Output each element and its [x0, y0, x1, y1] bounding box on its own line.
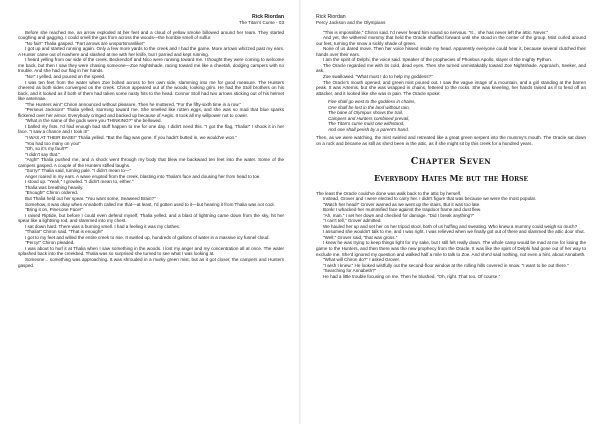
- paragraph: "This is impossible," Chiron said. I'd never heard him sound so nervous. "It... she has never left the attic. Never.": [323, 29, 549, 35]
- paragraph: "Watch her head!" Grover warned as we went up the stairs. But it was too late.: [323, 201, 481, 207]
- paragraph: None of us dared move. Then her voice hissed inside my head. Apparently everyone could hear it, because several clutched their hands over their ears.: [316, 46, 586, 57]
- verse-line: The bane of Olympus shows the trail,: [328, 110, 404, 116]
- verse-line: The Titan's curse must one withstand,: [328, 121, 405, 127]
- paragraph: "Searching for Annabeth?": [323, 268, 377, 274]
- paragraph: "The Hunters win!" Chiron announced without pleasure. Then he muttered, "For the fifty-sixth time in a row.": [25, 101, 242, 107]
- paragraph: But Thalia held out her spear. "You want some, Seaweed Brain?": [25, 196, 156, 201]
- verse-line: One shall be lost in the land without rain,: [328, 104, 410, 110]
- body-top: [316, 30, 586, 97]
- paragraph: "No!" I yelled, and poured on the speed.: [25, 73, 106, 79]
- paragraph: Bonk! I whacked her mummified face against the trapdoor frame and dust flew.: [323, 207, 482, 213]
- paragraph: The least the Oracle could've done was walk back to the attic by herself.: [316, 190, 462, 196]
- paragraph: I knew he was trying to keep things light for my sake, but I still felt really down. The whole camp would be mad at me for losing the game to the Hunters, and then there was the new prophecy from the Oracle. It was like the spirit of Delphi had gone out of her way to exclude me. She'd ignored my question and walked half a mile to talk to Zoe. And she'd said nothing, not even a hint, about Annabeth.: [316, 240, 586, 257]
- page-header: [18, 14, 284, 26]
- chapter-title: Everybody Hates Me but the Horse: [373, 172, 529, 183]
- paragraph: He had a little trouble focusing on me. Then he blushed. "Oh, right. That too. Of course.": [323, 273, 501, 279]
- paragraph: "Argh!" Thalia pushed me, and a shock went through my body that blew me backward ten feet into the water. Some of the campers gasped. A couple of the Hunters stifled laughs.: [18, 157, 284, 168]
- verse-line: Five shall go west to the goddess in chains,: [328, 99, 416, 105]
- paragraph: I raised Riptide, but before I could even defend myself, Thalia yelled, and a blast of lightning came down from the sky, hit her spear like a lightning rod, and slammed into my chest.: [18, 212, 284, 224]
- header-author: Rick Riordan: [316, 14, 346, 20]
- paragraph: "Percy!" Chiron pleaded.: [25, 240, 75, 246]
- paragraph: And yet, the withered mummy that held the Oracle shuffled forward until she stood in the center of the group. Mist curled around our feet, turning the snow a sickly shade of green.: [316, 35, 586, 46]
- chapter-number: Chapter Seven: [410, 155, 492, 167]
- paragraph: Zoe swallowed. "What must I do to help my goddess?": [323, 73, 433, 79]
- paragraph: "You had too many on you!": [25, 140, 81, 146]
- right-page: [300, 0, 600, 424]
- header-title: Percy Jackson and the Olympians: [316, 20, 386, 25]
- paragraph: I heard yelling from our side of the creek. Beckendorf and Nico were running toward me. I thought they were coming to welcome me back, but then I saw they were chasing someone—Zoe Nightshade, racing toward me like a cheetah, dodging campers with no trouble. And she had our flag in her hands.: [18, 57, 284, 74]
- header-title: The Titan's Curse - 03: [238, 20, 284, 25]
- page-body: [18, 30, 284, 269]
- paragraph: I assumed she wouldn't talk to me, and I was right. I was relieved when we finally got out of there and slammed the attic door shut.: [323, 229, 585, 235]
- verse-line: And one shall perish by a parent's hand.: [328, 126, 409, 132]
- paragraph: Then, as we were watching, the mist swirled and retreated like a great green serpent into the mummy's mouth. The Oracle sat down on a rock and became as still as she'd been in the attic, as if she might sit by this creek for a hundred years.: [316, 135, 586, 146]
- paragraph: "Perseus Jackson!" Thalia yelled, storming toward me. She smelled like rotten eggs, and she was so mad that blue sparks flickered over her armor. Everybody cringed and backed up because of Aegis. It took all my willpower not to cower.: [18, 107, 284, 118]
- verse-line: Campers and Hunters combined prevail,: [328, 115, 410, 121]
- paragraph: Instead, Grover and I were elected to carry her. I didn't figure that was because we were the most popular.: [323, 196, 537, 202]
- prophecy-verse: [328, 99, 586, 132]
- paragraph: I got up and started running again. Only a few more yards to the creek and I had the game. More arrows whizzed past my ears. A Hunter came out of nowhere and slashed at me with her knife, but I parried and kept running.: [18, 46, 284, 57]
- paragraph: The Oracle regarded me with its cold, dead eyes. Then she turned unmistakably toward Zoe Nightshade. Approach, Seeker, and ask.: [316, 62, 586, 74]
- paragraph: "Thalia!" Chiron said. "That is enough!": [25, 229, 104, 235]
- paragraph: Anger roared in my ears. A wave erupted from the creek, blasting into Thalia's face and dousing her from head to toe.: [25, 173, 261, 179]
- page-body: [316, 30, 586, 280]
- paragraph: "Ah, man." I set her down and checked for damage. "Did I break anything?": [323, 212, 475, 218]
- paragraph: I balled my fists. I'd had enough bad stuff happen to me for one day. I didn't need this. "I got the flag, Thalia!" I shook it in her face. "I saw a chance and I took it!": [18, 123, 284, 135]
- paragraph: I sat down hard. There was a burning smell. I had a feeling it was my clothes.: [25, 223, 181, 229]
- paragraph: "I didn't say that.": [25, 151, 60, 157]
- paragraph: Somehow, it was okay when Annabeth called me that—at least, I'd gotten used to it—but hearing it from Thalia was not cool.: [25, 201, 275, 207]
- paragraph: I was about to hurl it at Thalia when I saw something in the woods. I lost my anger and my concentration all at once. The water splashed back into the creekbed. Thalia was so surprised she turned to see what I was looking at.: [18, 245, 284, 257]
- paragraph: Thalia was breathing heavily.: [25, 184, 84, 190]
- paragraph: "No fair!" Thalia gasped. "Fart arrows are unsportsmanlike!": [25, 40, 145, 46]
- paragraph: "I WAS AT THEIR BASE!" Thalia yelled. "But the flag was gone. If you hadn't butted in, we would've won.": [25, 134, 237, 140]
- paragraph: "I can't tell," Grover admitted.: [323, 218, 382, 224]
- header-author: Rick Riordan: [252, 14, 284, 20]
- body-bottom: [316, 191, 586, 280]
- paragraph: I am the spirit of Delphi, the voice said. Speaker of the prophecies of Phoebus Apollo, slayer of the mighty Python.: [323, 57, 552, 63]
- paragraph: "Bring it on, Pinecone Face!": [25, 207, 83, 213]
- paragraph: Before she reached me, an arrow exploded at her feet and a cloud of yellow smoke billowed around her team. They started coughing and gagging. I could smell the gas from across the woods—the horrible smell of sulfur.: [18, 29, 284, 41]
- paragraph: Someone... something was approaching. It was shrouded in a murky green mist, but as it got closer, the campers and Hunters gasped.: [18, 257, 284, 268]
- paragraph: "What will Chiron do?" I asked Grover.: [323, 257, 401, 263]
- paragraph: I stood up. "Yeah," I growled. "I didn't mean to, either.": [25, 179, 134, 185]
- paragraph: I got to my feet and willed the entire creek to rise. It swirled up, hundreds of gallons of water in a massive icy funnel cloud.: [25, 234, 270, 240]
- paragraph: "I wish I knew." He looked wistfully out the second-floor window at the rolling hills covered in snow. "I want to be out there.": [323, 262, 569, 268]
- paragraph: The Oracle's mouth opened, and green mist poured out. I saw the vague image of a mountain, and a girl standing at the barren peak. It was Artemis, but she was wrapped in chains, fettered to the rocks. She was kneeling, her hands raised as if to fend off an attacker, and it looked like she was in pain. The Oracle spoke:: [316, 79, 586, 96]
- paragraph: "Well," Grover said, "that was gross.": [323, 234, 398, 240]
- page-header: [316, 14, 586, 26]
- paragraph: We hauled her up and set her on her tripod stool, both of us huffing and sweating. Who knew a mummy could weigh so much?: [323, 223, 578, 229]
- paragraph: "Enough!" Chiron ordered.: [25, 190, 79, 196]
- paragraph: "Sorry!" Thalia said, turning pale. "I didn't mean to—": [25, 168, 132, 174]
- paragraph: I was ten feet from the water when Zoe bolted across to her own side, slamming into me for good measure. The Hunters cheered as both sides converged on the creek. Chiron appeared out of the woods, looking grim. He had the Stoll brothers on his back, and it looked as if both of them had taken some nasty hits to the head. Connor Stoll had two arrows sticking out of his helmet like antennae.: [18, 79, 284, 102]
- paragraph: "Oh, so it's my fault?": [25, 146, 69, 152]
- paragraph: "What in the name of the gods were you THINKING?" she bellowed.: [25, 118, 162, 124]
